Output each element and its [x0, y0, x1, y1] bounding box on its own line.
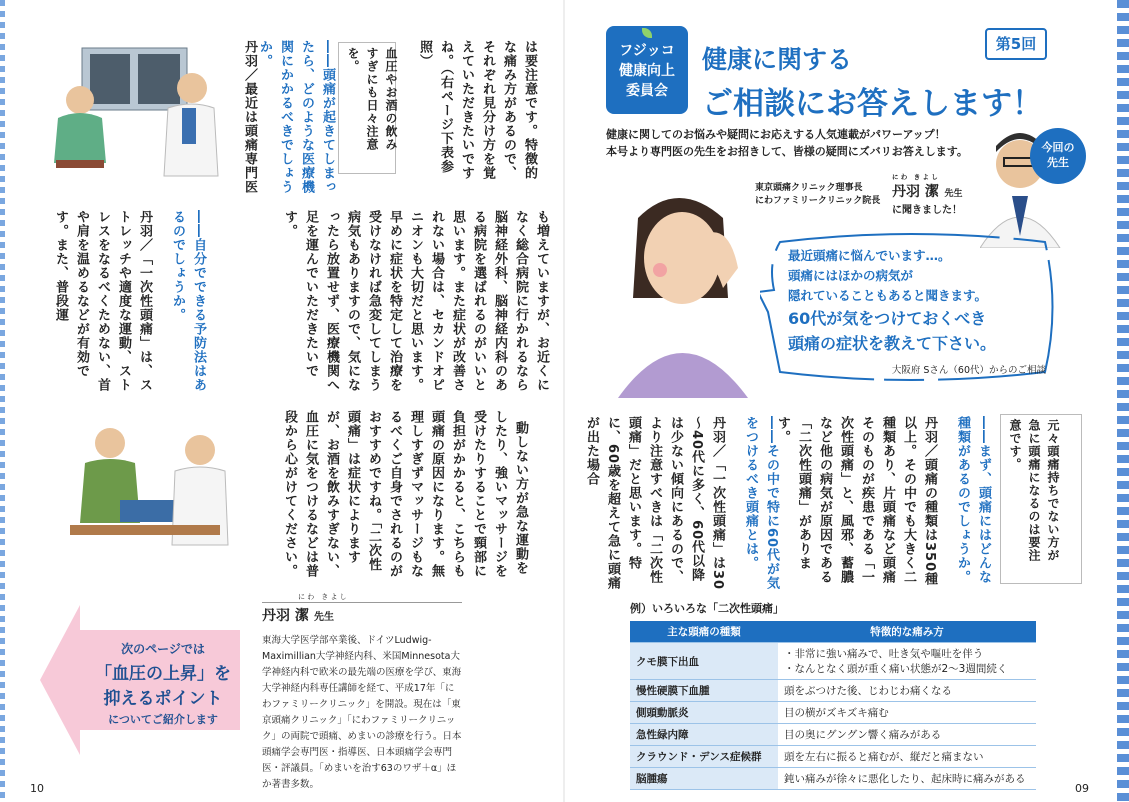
table-cell-name: クモ膜下出血 [630, 643, 778, 680]
right-text-col1: 丹羽／頭痛の種類は350種以上。その中でも大きく二種類あり、片頭痛など頭痛そのものが疾患である「一次性頭痛」と、風邪、蓄膿など他の病気が原因である「二次性頭痛」があります。 [775, 416, 937, 587]
right-question-heading: ――まず、頭痛にはどんな種類があるのでしょうか。 [955, 416, 991, 584]
doctor-aff2: にわファミリークリニック院長 [755, 196, 881, 206]
next-page-line3: 抑えるポイント [103, 689, 223, 709]
table-cell-desc-line: ・なんとなく頭が重く痛い状態が2～3週間続く [784, 663, 1008, 675]
fujicco-badge [606, 26, 688, 114]
table-cell-desc: 頭をぶつけた後、じわじわ痛くなる [778, 680, 1036, 702]
table-row [630, 680, 1036, 702]
table-cell-desc [778, 643, 1036, 680]
issue-tag: 第5回 [985, 28, 1047, 60]
intro-line1: 健康に関してのお悩みや疑問にお応えする人気連載がパワーアップ！ [606, 128, 946, 141]
left-text-col3: 丹羽／「一次性頭痛」は、ストレッチや適度な運動、ストレスをなるべくためない、首や肩を温めるなどが有効です。また、普段運 [53, 210, 152, 392]
next-page-arrow[interactable] [40, 600, 240, 760]
doctor-profile-ruby: に わ き よ し [298, 593, 347, 601]
left-note-text: 血圧やお酒の飲みすぎにも日々注意を。 [346, 47, 398, 151]
bubble-line2: 頭痛にはほかの病気が [788, 268, 914, 283]
page-gutter [563, 0, 565, 802]
left-text-col1: は要注意です。特徴的な痛み方があるので、それぞれ見分け方を覚えていただきたいですね。（右ページ下表参照） [417, 40, 537, 180]
next-page-line2: 「血圧の上昇」を [95, 664, 231, 684]
blood-pressure-illustration [60, 405, 235, 565]
woman-headache-illustration [598, 178, 768, 398]
table-cell-name: クラウンド・デンス症候群 [630, 746, 778, 768]
table-header-pain: 特徴的な痛み方 [778, 621, 1036, 643]
question-bubble [760, 232, 1060, 382]
doctor-asked: に聞きました！ [892, 205, 962, 216]
badge-line2: 健康向上 [619, 63, 675, 79]
badge-line3: 委員会 [626, 83, 668, 99]
table-cell-name: 側頭動脈炎 [630, 702, 778, 724]
right-text-col2: 丹羽／「一次性頭痛」は30～40代に多く、60代以降は少ない傾向にあるので、より注意すべきは「二次性頭痛」だと思います。特に、60歳を超えて急に頭痛が出た場合 [584, 416, 725, 591]
doctor-label-line2: 先生 [1047, 156, 1069, 169]
table-cell-desc-line: ・非常に強い痛みで、吐き気や嘔吐を伴う [784, 648, 984, 660]
right-page-number: 09 [1075, 782, 1089, 795]
secondary-headache-table-block [630, 600, 1036, 790]
right-edge-decoration [1117, 0, 1129, 802]
left-text-col4-body: 動しない方が急な運動をしたり、強いマッサージを受けたりすることで頸部に負担がかかると、こちらも頭痛の原因になります。無理しすぎずマッサージもなるべくご自身でされるのがおすすめですね。「二次性頭痛」は症状によりますが、お酒を飲みすぎない、血圧に気をつけるなどは普段から心がけてください。 [282, 410, 528, 578]
doctor-profile-suffix: 先生 [313, 612, 334, 623]
bubble-line3: 隠れていることもあると聞きます。 [788, 288, 988, 303]
badge-line1: フジッコ [619, 43, 675, 59]
table-row [630, 724, 1036, 746]
doctor-name: 丹羽 潔 [892, 184, 939, 200]
table-cell-desc: 頭を左右に振ると痛むが、縦だと痛まない [778, 746, 1036, 768]
left-text-col2: も増えていますが、お近くになく総合病院に行かれるなら脳神経外科、脳神経内科のある病院を選ばれるのがいいと思います。また症状が改善されない場合は、セカンドオピニオンも大切だと思います。早めに症状を特定して治療を受けなければ急変してしまう病気もありますので、気になったら放置せず、医療機関へ足を運んでいただきたいです。 [282, 210, 549, 392]
bubble-line5: 頭痛の症状を教えて下さい。 [788, 334, 997, 353]
next-page-line4: についてご紹介します [108, 713, 218, 726]
doctor-aff1: 東京頭痛クリニック理事長 [755, 183, 863, 193]
left-page-number: 10 [30, 782, 44, 795]
doctor-profile [262, 592, 462, 793]
table-header-type: 主な頭痛の種類 [630, 621, 778, 643]
table-row [630, 746, 1036, 768]
bubble-line4: 60代が気をつけておくべき [788, 309, 987, 328]
bubble-from: 大阪府 Sさん（60代）からのご相談 [891, 365, 1046, 376]
intro-line2: 本号より専門医の先生をお招きして、皆様の疑問にズバリお答えします。 [606, 145, 968, 158]
doctor-label-line1: 今回の [1041, 141, 1075, 154]
right-intro-box [1000, 414, 1082, 584]
left-text-col4 [232, 410, 552, 580]
right-question2-heading: ――その中で特に60代が気をつけるべき頭痛とは。 [743, 416, 779, 591]
right-intro-text: 元々頭痛持ちでない方が急に頭痛になるのは要注意です。 [1008, 419, 1060, 562]
table-row [630, 768, 1036, 790]
left-edge-decoration [0, 0, 5, 802]
table-cell-name: 慢性硬膜下血腫 [630, 680, 778, 702]
left-question-heading: ――頭痛が起きてしまったら、どのような医療機関にかかるべきでしょうか。 [257, 40, 335, 194]
bubble-line1: 最近頭痛に悩んでいます…。 [788, 248, 951, 263]
doctor-suffix: 先生 [944, 189, 963, 199]
table-cell-name: 脳腫瘍 [630, 768, 778, 790]
table-caption: 例）いろいろな「二次性頭痛」 [630, 602, 784, 615]
title-line1: 健康に関する [702, 45, 853, 74]
doctor-label-circle [1030, 128, 1086, 184]
doctor-profile-name: 丹羽 潔 [262, 608, 309, 624]
doctor-profile-bio: 東海大学医学部卒業後、ドイツLudwig-Maximillian大学神経内科、米国Minnesota大学神経内科で欧米の最先端の医療を学び、東海大学神経内科専任講師を経て、平成17年「にわファミリークリニック」を開設。現在は「東京頭痛クリニック」「にわファミリークリニック」の両院で頭痛、めまいの診療を行う。日本頭痛学会専門医・指導医、日本頭痛学会専門医・評議員。「めまいを治す63のワザ＋α」ほか著書多数。 [262, 635, 462, 790]
doctor-xray-illustration [42, 38, 232, 188]
doctor-profile-name-row [262, 602, 462, 625]
doctor-ruby: に わ き よ し [892, 173, 938, 181]
secondary-headache-table [630, 621, 1036, 790]
table-cell-desc: 目の奥にグングン響く痛みがある [778, 724, 1036, 746]
table-cell-name: 急性緑内障 [630, 724, 778, 746]
table-row [630, 643, 1036, 680]
table-row [630, 702, 1036, 724]
left-note-box [338, 42, 396, 174]
intro-text [606, 126, 968, 160]
left-answer-start: 丹羽／最近は頭痛専門医 [242, 40, 257, 194]
table-cell-desc: 鈍い痛みが徐々に悪化したり、起床時に痛みがある [778, 768, 1036, 790]
table-cell-desc: 目の横がズキズキ痛む [778, 702, 1036, 724]
next-page-line1: 次のページでは [121, 642, 205, 656]
badge-leaf-icon [642, 28, 652, 38]
left-question2-heading: ――自分でできる予防法はあるのでしょうか。 [170, 210, 206, 392]
doctor-name-block [892, 172, 982, 216]
title-line2: ご相談にお答えします！ [702, 86, 1043, 122]
table-header-row [630, 621, 1036, 643]
